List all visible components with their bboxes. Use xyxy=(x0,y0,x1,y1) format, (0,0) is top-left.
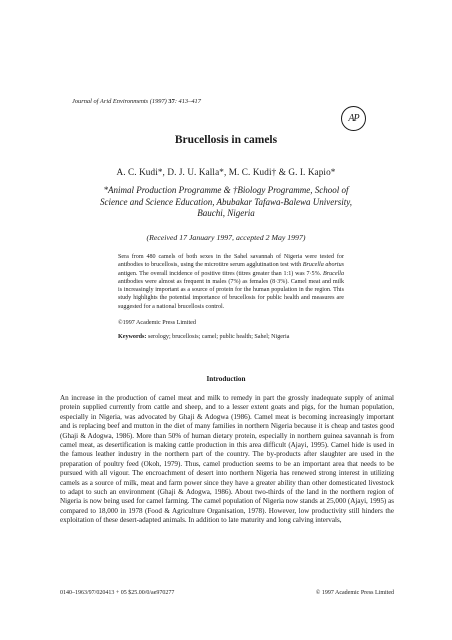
introduction-paragraph: An increase in the production of camel meat and milk to remedy in part the grossly inadequate supply of animal protein supplied currently from cattle and sheep, and to a lesser extent goats and pigs, for the human population, especially in Nigeria, was advocated by Ghaji & Adogwa (1986). Camel meat is becoming increasingly important and is replacing beef and mutton in the diet of many families in northern Nigeria because it is cheap and tastes good (Ghaji & Adogwa, 1986). More than 50% of human dietary protein, especially in northern guinea savannah is from camel meat, as desertification is making cattle production in this area difficult (Ajayi, 1995). Camel hide is used in the famous leather industry in the northern part of the country. The by-products after slaughter are used in the preparation of poultry feed (Okoh, 1979). Thus, camel production seems to be an important area that needs to be pursued with all vigour. The encroachment of desert into northern Nigeria has renewed strong interest in utilizing camels as a source of milk, meat and farm power since they have a greater ability than other domesticated livestock to adapt to such an environment (Ghaji & Adogwa, 1986). About two-thirds of the land in the northern region of Nigeria is now being used for camel farming. The camel population of Nigeria now stands at 25,000 (Ajayi, 1995) as compared to 18,000 in 1978 (Food & Agriculture Organisation, 1978). However, low productivity still hinders the exploitation of these desert-adapted animals. In addition to late maturity and long calving intervals, xyxy=(60,394,394,525)
author-list: A. C. Kudi*, D. J. U. Kalla*, M. C. Kudi† & G. I. Kapio* xyxy=(116,167,336,177)
abstract-text: antibodies were almost as frequent in males (7%) as females (8·3%). Camel meat and milk is increasingly important as a source of protein for the human population in the region. This study highlights the potential importance of brucellosis for public health and measures are suggested for a national brucellosis control. xyxy=(118,278,344,310)
section-heading: Introduction xyxy=(206,375,246,383)
publisher-logo-icon xyxy=(341,106,366,131)
journal-name: Journal of Arid Environments xyxy=(72,98,149,105)
author-affiliation: *Animal Production Programme & †Biology Programme, School of Science and Science Education, Abubakar Tafawa-Balewa University, Bauchi, Nigeria xyxy=(100,185,352,218)
publisher-logo-text: AP xyxy=(348,113,359,124)
journal-pages: : 413–417 xyxy=(174,98,201,105)
abstract-species-name: Brucella abortus xyxy=(302,262,344,269)
article-title: Brucellosis in camels xyxy=(174,134,278,146)
received-dates: (Received 17 January 1997, accepted 2 May 1997) xyxy=(146,233,306,242)
keywords-list: serology; brucellosis; camel; public health; Sahel; Nigeria xyxy=(146,334,290,340)
keywords-label: Keywords: xyxy=(118,334,147,340)
journal-year: (1997) xyxy=(149,98,167,105)
abstract-genus-name: Brucella xyxy=(323,270,344,277)
abstract-text: Sera from 480 camels of both sexes in the Sahel savannah of Nigeria were tested for antibodies to brucellosis, using the microtitre serum agglutination test with xyxy=(118,254,344,269)
abstract-text: antigen. The overall incidence of positive titres (titres greater than 1:1) was 7·5%. xyxy=(118,270,324,277)
footer-code: 0140–1963/97/020413 + 05 $25.00/0/ae970277 xyxy=(60,590,175,596)
page-footer xyxy=(60,590,394,596)
footer-copyright: © 1997 Academic Press Limited xyxy=(315,590,394,596)
keywords xyxy=(118,334,344,340)
abstract-copyright: ©1997 Academic Press Limited xyxy=(118,320,196,326)
abstract xyxy=(118,253,344,311)
journal-citation xyxy=(72,98,372,105)
journal-volume: 37 xyxy=(168,98,175,105)
